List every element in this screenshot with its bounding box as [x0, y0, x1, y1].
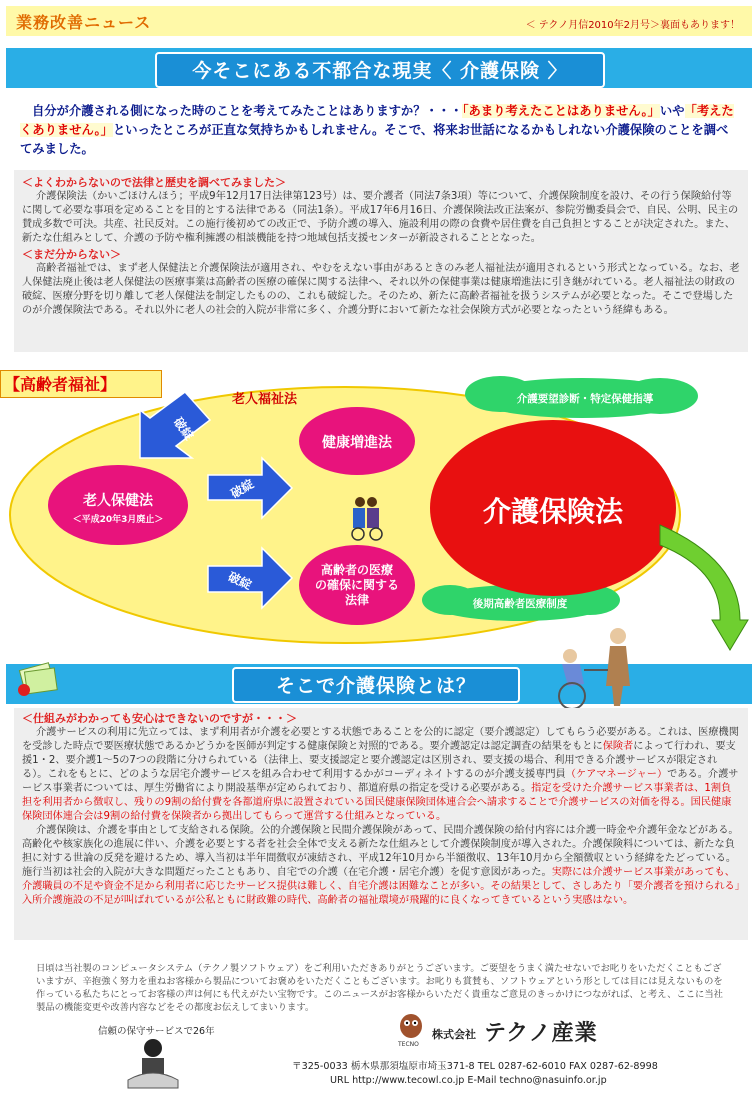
b2b: 実際には介護サービス事業があっても、介護職員の不足や資金不足から利用者に応じたサービス提供は難しく、自宅介護は困難なことが多い。その結果として、さしあたり「要介護者を預けられる」入所介護施設の不足が叫ばれているが公私ともに財政難の時代、高齢者の福祉環境が飛躍的に良くなってきているという実感はない。: [22, 867, 740, 906]
b1d: （ケアマネージャー）: [565, 769, 668, 780]
company-address: 〒325-0033 栃木県那須塩原市埼玉371-8 TEL 0287-62-6010 FAX 0287-62-8998: [292, 1061, 658, 1072]
company-name: テクノ産業: [484, 1021, 598, 1046]
hatan-label-3: 破綻: [225, 569, 254, 593]
kenko-label: 健康増進法: [322, 435, 392, 451]
mechanism-body-1: [22, 726, 740, 824]
maintenance-tagline: 信頼の保守サービスで26年: [98, 1026, 215, 1037]
newsletter-title: 業務改善ニュース: [16, 13, 152, 32]
b1b: 保険者: [602, 741, 634, 752]
hatan-label-2: 破綻: [228, 476, 257, 501]
intro-highlight-2: 「考えたくありません。」: [20, 104, 734, 137]
intro-highlight-1: 「あまり考えたことはありません。」: [462, 104, 660, 118]
iryo-label-line2: の確保に関する: [314, 578, 399, 592]
rojin-fukushi-label: 老人福祉法: [232, 392, 298, 407]
elderly-welfare-label: 【高齢者福祉】: [4, 375, 117, 394]
b1a: 介護サービスの利用に先立っては、まず利用者が介護を必要とする状態であることを公的に認定（要介護認定）してもらう必要がある。これは、医療機関を受診した時点で要医療状態であるかどうかを医師が判定する健康保険と対照的である。要介護認定は認定調査の結果をもとに: [22, 727, 739, 752]
iryo-label: [299, 563, 415, 608]
kaigo-label: 介護保険法: [482, 495, 623, 528]
intro-part2: いや: [659, 104, 685, 118]
owl-logo-icon: [398, 1012, 424, 1042]
issue-label: ＜ テクノ月信2010年2月号＞裏面もあります！: [525, 20, 740, 31]
wheelchair-couple-icon: [528, 626, 648, 710]
b2a: 介護保険は、介護を事由として支給される保険。公的介護保険と民間介護保険があって、民間介護保険の給付内容には介護一時金や介護年金などがある。高齢化や核家族化の進展に伴い、介護を必要とする者を社会全体で支える新たな仕組みとして介護保険制度が導入された。介護保険料については、新たな負担に対する世論の反発を避けるため、導入当初は半年間徴収が凍結され、平成12年10月から半額徴収、13年10月から全額徴収という経緯をたどっている。施行当初は社会的入院が大きな問題だったこともあり、自宅での介護（在宅介護・居宅介護）を促す意図があった。: [22, 825, 739, 878]
history-body-2: 高齢者福祉では、まず老人保健法と介護保険法が適用され、やむをえない事由があるときのみ老人福祉法が適用されるという形式となっている。なお、老人保健法廃止後は老人保健法の医療事業は高齢者の医療の確保に関する法律へ、それ以外の保健事業は健康増進法に引き継がれている。老人福祉法の財政の破綻、医療分野を切り離して老人保健法を制定したものの、これも破綻した。そのため、新たに高齢者福祉を扱うシステムが必要となった。そこで登場したのが介護保険法である。それ以外に老人の社会的入院が非常に多く、介護分野において新たな社会保険方式が必要となったという経緯もある。: [22, 263, 740, 316]
support-person-icon: [120, 1036, 186, 1092]
section2-title: そこで介護保険とは？: [275, 675, 476, 697]
mechanism-body-2: [22, 824, 740, 908]
cloud2-label: 後期高齢者医療制度: [472, 598, 568, 610]
iryo-label-line3: 法律: [344, 593, 369, 607]
b1c: によって行われ、要支援1・2、要介護1〜5の7つの段階に分けられている（法律上、要支援認定と要介護認定は区別され、要支援の場合、利用できる介護サービスが限定される）。これをもとに、どのような居宅介護サービスを組み合わせて利用するかがコーディネイトするのが介護支援専門員: [22, 741, 736, 780]
mechanism-text: [22, 710, 740, 908]
intro-part1: 自分が介護される側になった時のことを考えてみたことはありますか？・・・: [32, 104, 463, 118]
paper-stack-icon: [14, 656, 62, 702]
b1f: 指定を受けた介護サービス事業者は、1割負担を利用者から徴収し、残りの9割の給付費を各都道府県に設置されている国民健康保険団体連合会へ請求することで介護サービスの対価を得る。国民健康保険団体連合会は9割の給付費を保険者から拠出してもらって運営する仕組みとなっている。: [22, 783, 732, 822]
main-title: 今そこにある不都合な現実〈 介護保険 〉: [192, 60, 568, 82]
company-prefix: 株式会社: [432, 1028, 476, 1041]
company-url-email: URL http://www.tecowl.co.jp E-Mail techno@nasuinfo.or.jp: [330, 1075, 607, 1086]
mechanism-heading: ＜仕組みがわかっても安心はできないのですが・・・＞: [22, 712, 297, 725]
hatan-label-1: 破綻: [170, 414, 197, 443]
rojin-hoken-label: 老人保健法: [83, 493, 153, 509]
history-heading: ＜よくわからないので法律と歴史を調べてみました＞: [22, 176, 286, 189]
logo-caption: TECNO: [398, 1041, 419, 1048]
cloud1-label: 介護要望診断・特定保健指導: [516, 393, 654, 405]
iryo-label-line1: 高齢者の医療: [320, 563, 393, 577]
intro-part3: といったところが正直な気持ちかもしれません。そこで、将来お世話になるかもしれない介護保険のことを調べてみました。: [20, 123, 729, 156]
intro-paragraph: [20, 102, 738, 159]
rojin-hoken-note: ＜平成20年3月廃止＞: [72, 515, 164, 525]
b1e: である。介護サービス事業者については、厚生労働省により開設基準が定められており、都道府県の指定を受ける必要がある。: [22, 769, 739, 794]
green-arrow: [660, 525, 748, 650]
history-text: [22, 174, 740, 318]
still-unclear-heading: ＜まだ分からない＞: [22, 248, 121, 261]
history-body-1: 介護保険法（かいごほけんほう；平成9年12月17日法律第123号）は、要介護者（同法7条3項）等について、介護保険制度を設け、その行う保険給付等に関して必要な事項を定めることを目的とする法律である（同法1条）。平成17年6月16日、介護保険法改正法案が、参院労働委員会で、自民、公明、民主の賛成多数で可決。共産、社民反対。この施行後初めての改正で、予防介護の導入、施設利用の際の食費や居住費を自己負担とすることが決定された。また、新たな仕組みとして、介護の予防や権利擁護の相談機能を持つ地域包括支援センターが新設されることとなった。: [22, 191, 739, 244]
footer-message: 日頃は当社製のコンピュータシステム（テクノ製ソフトウェア）をご利用いただきありがとうございます。ご要望をうまく満たせないでお叱りをいただくこともございますが、辛抱強く努力を重ねお客様から製品についてお褒めをいただくこともございます。お叱りも賞賛も、ソフトウェアという形としては目には見えないものを作っている私たちにとってお客様の声は何にも代えがたい宝物です。このニュースがお客様からいただく貴重なご意見のきっかけにつながれば、と考え、ここに当社製品の機能変更や改善内容などをその都度お伝えしてまいります。: [36, 963, 723, 1013]
